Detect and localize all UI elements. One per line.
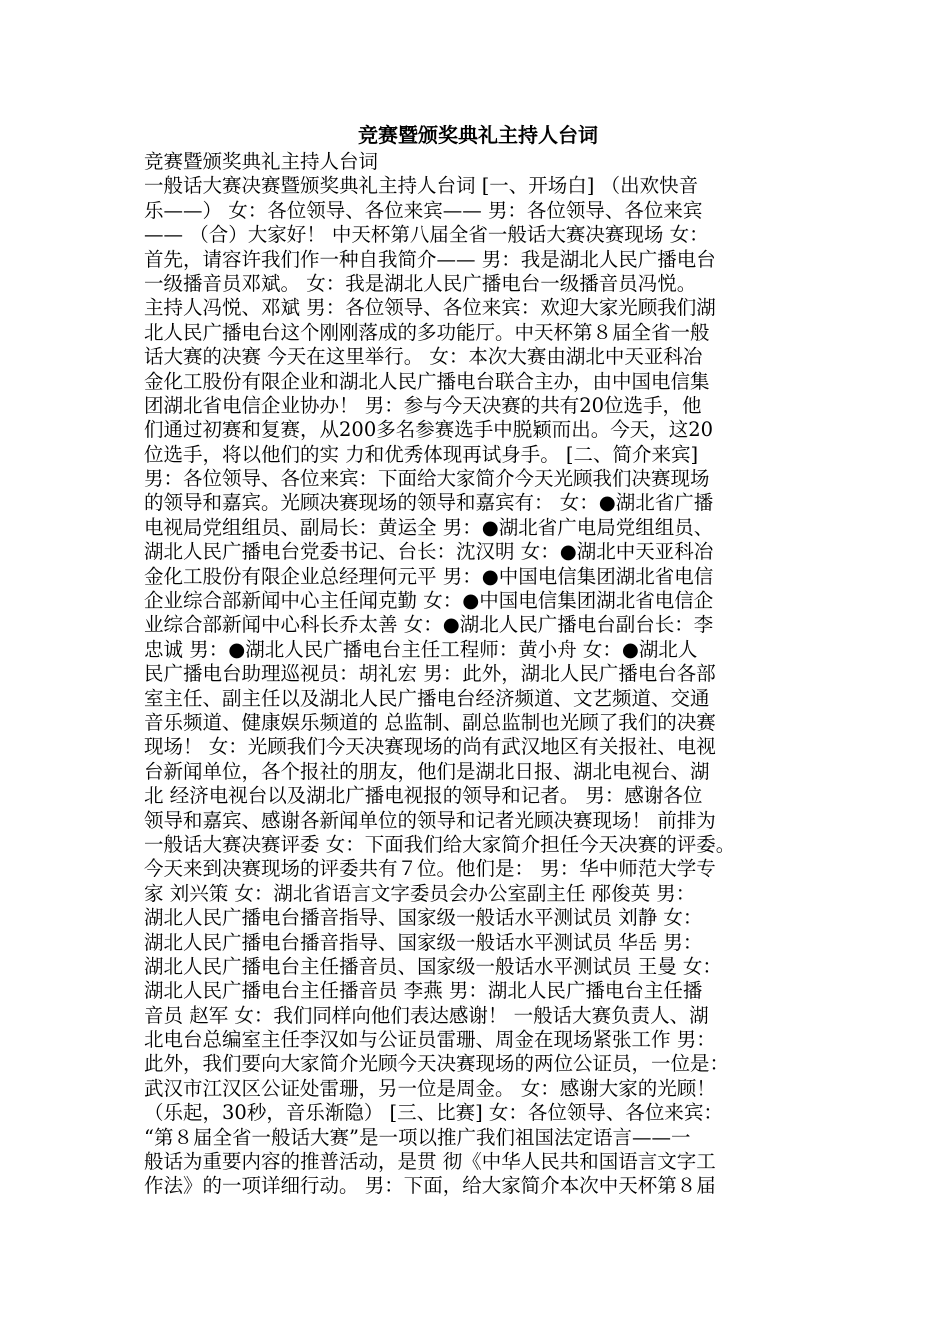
text-line: 男：各位领导、各位来宾：下面给大家简介今天光顾我们决赛现场	[144, 467, 710, 491]
text-line: 的领导和嘉宾。光顾决赛现场的领导和嘉宾有： 女：●湖北省广播	[144, 491, 714, 515]
document-title: 竞赛暨颁奖典礼主持人台词	[358, 123, 598, 147]
text-line: 家 刘兴策 女：湖北省语言文字委员会办公室副主任 邴俊英 男：	[144, 881, 696, 905]
text-line: “第８届全省一般话大赛”是一项以推广我们祖国法定语言——一	[144, 1125, 691, 1149]
text-line: 们通过初赛和复赛，从200多名参赛选手中脱颖而出。今天，这20	[144, 418, 714, 442]
text-line: 领导和嘉宾、感谢各新闻单位的领导和记者光顾决赛现场！ 前排为	[144, 808, 716, 832]
text-line: —— （合）大家好！ 中天杯第八届全省一般话大赛决赛现场 女：	[144, 223, 709, 247]
text-line: 武汉市江汉区公证处雷珊，另一位是周金。 女：感谢大家的光顾！	[144, 1076, 716, 1100]
text-line: 音乐频道、健康娱乐频道的 总监制、副总监制也光顾了我们的决赛	[144, 710, 716, 734]
text-line: 位选手，将以他们的实 力和优秀体现再试身手。 [二、简介来宾]	[144, 442, 699, 466]
text-line: 北 经济电视台以及湖北广播电视报的领导和记者。 男：感谢各位	[144, 784, 703, 808]
text-line: 电视局党组组员、副局长：黄运全 男：●湖北省广电局党组组员、	[144, 515, 714, 539]
text-line: （乐起，30秒，音乐渐隐） [三、比赛] 女：各位领导、各位来宾：	[144, 1101, 723, 1125]
text-line: 话大赛的决赛 今天在这里举行。 女：本次大赛由湖北中天亚科冶	[144, 345, 703, 369]
text-line: 湖北人民广播电台党委书记、台长：沈汉明 女：●湖北中天亚科冶	[144, 540, 714, 564]
text-line: 一般话大赛决赛暨颁奖典礼主持人台词 [一、开场白] （出欢快音	[144, 174, 699, 198]
text-line: 竞赛暨颁奖典礼主持人台词	[144, 150, 379, 173]
text-line: 乐——） 女：各位领导、各位来宾—— 男：各位领导、各位来宾	[144, 198, 703, 222]
text-line: 北电台总编室主任李汉如与公证员雷珊、周金在现场紧张工作 男：	[144, 1028, 716, 1052]
text-line: 湖北人民广播电台主任播音员 李燕 男：湖北人民广播电台主任播	[144, 979, 703, 1003]
text-line: 首先，请容许我们作一种自我简介—— 男：我是湖北人民广播电台	[144, 247, 716, 271]
text-line: 般话为重要内容的推普活动，是贯 彻《中华人民共和国语言文字工	[144, 1150, 716, 1174]
text-line: 室主任、副主任以及湖北人民广播电台经济频道、文艺频道、交通	[144, 686, 710, 710]
text-line: 现场！ 女：光顾我们今天决赛现场的尚有武汉地区有关报社、电视	[144, 735, 716, 759]
text-line: 音员 赵军 女：我们同样向他们表达感谢！ 一般话大赛负责人、湖	[144, 1003, 709, 1027]
text-line: 团湖北省电信企业协办！ 男：参与今天决赛的共有20位选手，他	[144, 393, 702, 417]
text-line: 金化工股份有限企业和湖北人民广播电台联合主办，由中国电信集	[144, 369, 710, 393]
text-line: 湖北人民广播电台播音指导、国家级一般话水平测试员 华岳 男：	[144, 930, 703, 954]
text-line: 金化工股份有限企业总经理何元平 男：●中国电信集团湖北省电信	[144, 564, 714, 588]
text-line: 主持人冯悦、邓斌 男：各位领导、各位来宾：欢迎大家光顾我们湖	[144, 296, 716, 320]
text-line: 此外，我们要向大家简介光顾今天决赛现场的两位公证员，一位是：	[144, 1052, 730, 1076]
text-line: 湖北人民广播电台主任播音员、国家级一般话水平测试员 王曼 女：	[144, 954, 722, 978]
text-line: 企业综合部新闻中心主任闻克勤 女：●中国电信集团湖北省电信企	[144, 589, 714, 613]
text-line: 台新闻单位，各个报社的朋友，他们是湖北日报、湖北电视台、湖	[144, 759, 710, 783]
text-line: 湖北人民广播电台播音指导、国家级一般话水平测试员 刘静 女：	[144, 906, 703, 930]
text-line: 业综合部新闻中心科长乔太善 女：●湖北人民广播电台副台长：李	[144, 613, 714, 637]
text-line: 一般话大赛决赛评委 女：下面我们给大家简介担任今天决赛的评委。	[144, 832, 736, 856]
text-line: 民广播电台助理巡视员：胡礼宏 男：此外，湖北人民广播电台各部	[144, 662, 716, 686]
text-line: 作法》的一项详细行动。 男：下面，给大家简介本次中天杯第８届	[144, 1174, 716, 1198]
document-body	[144, 150, 812, 1199]
text-line: 今天来到决赛现场的评委共有７位。他们是： 男：华中师范大学专	[144, 857, 716, 881]
text-line: 一级播音员邓斌。 女：我是湖北人民广播电台一级播音员冯悦。	[144, 271, 697, 295]
document-page	[144, 120, 812, 1199]
text-line: 北人民广播电台这个刚刚落成的多功能厅。中天杯第８届全省一般	[144, 320, 710, 344]
text-line: 忠诚 男：●湖北人民广播电台主任工程师：黄小舟 女：●湖北人	[144, 637, 698, 661]
